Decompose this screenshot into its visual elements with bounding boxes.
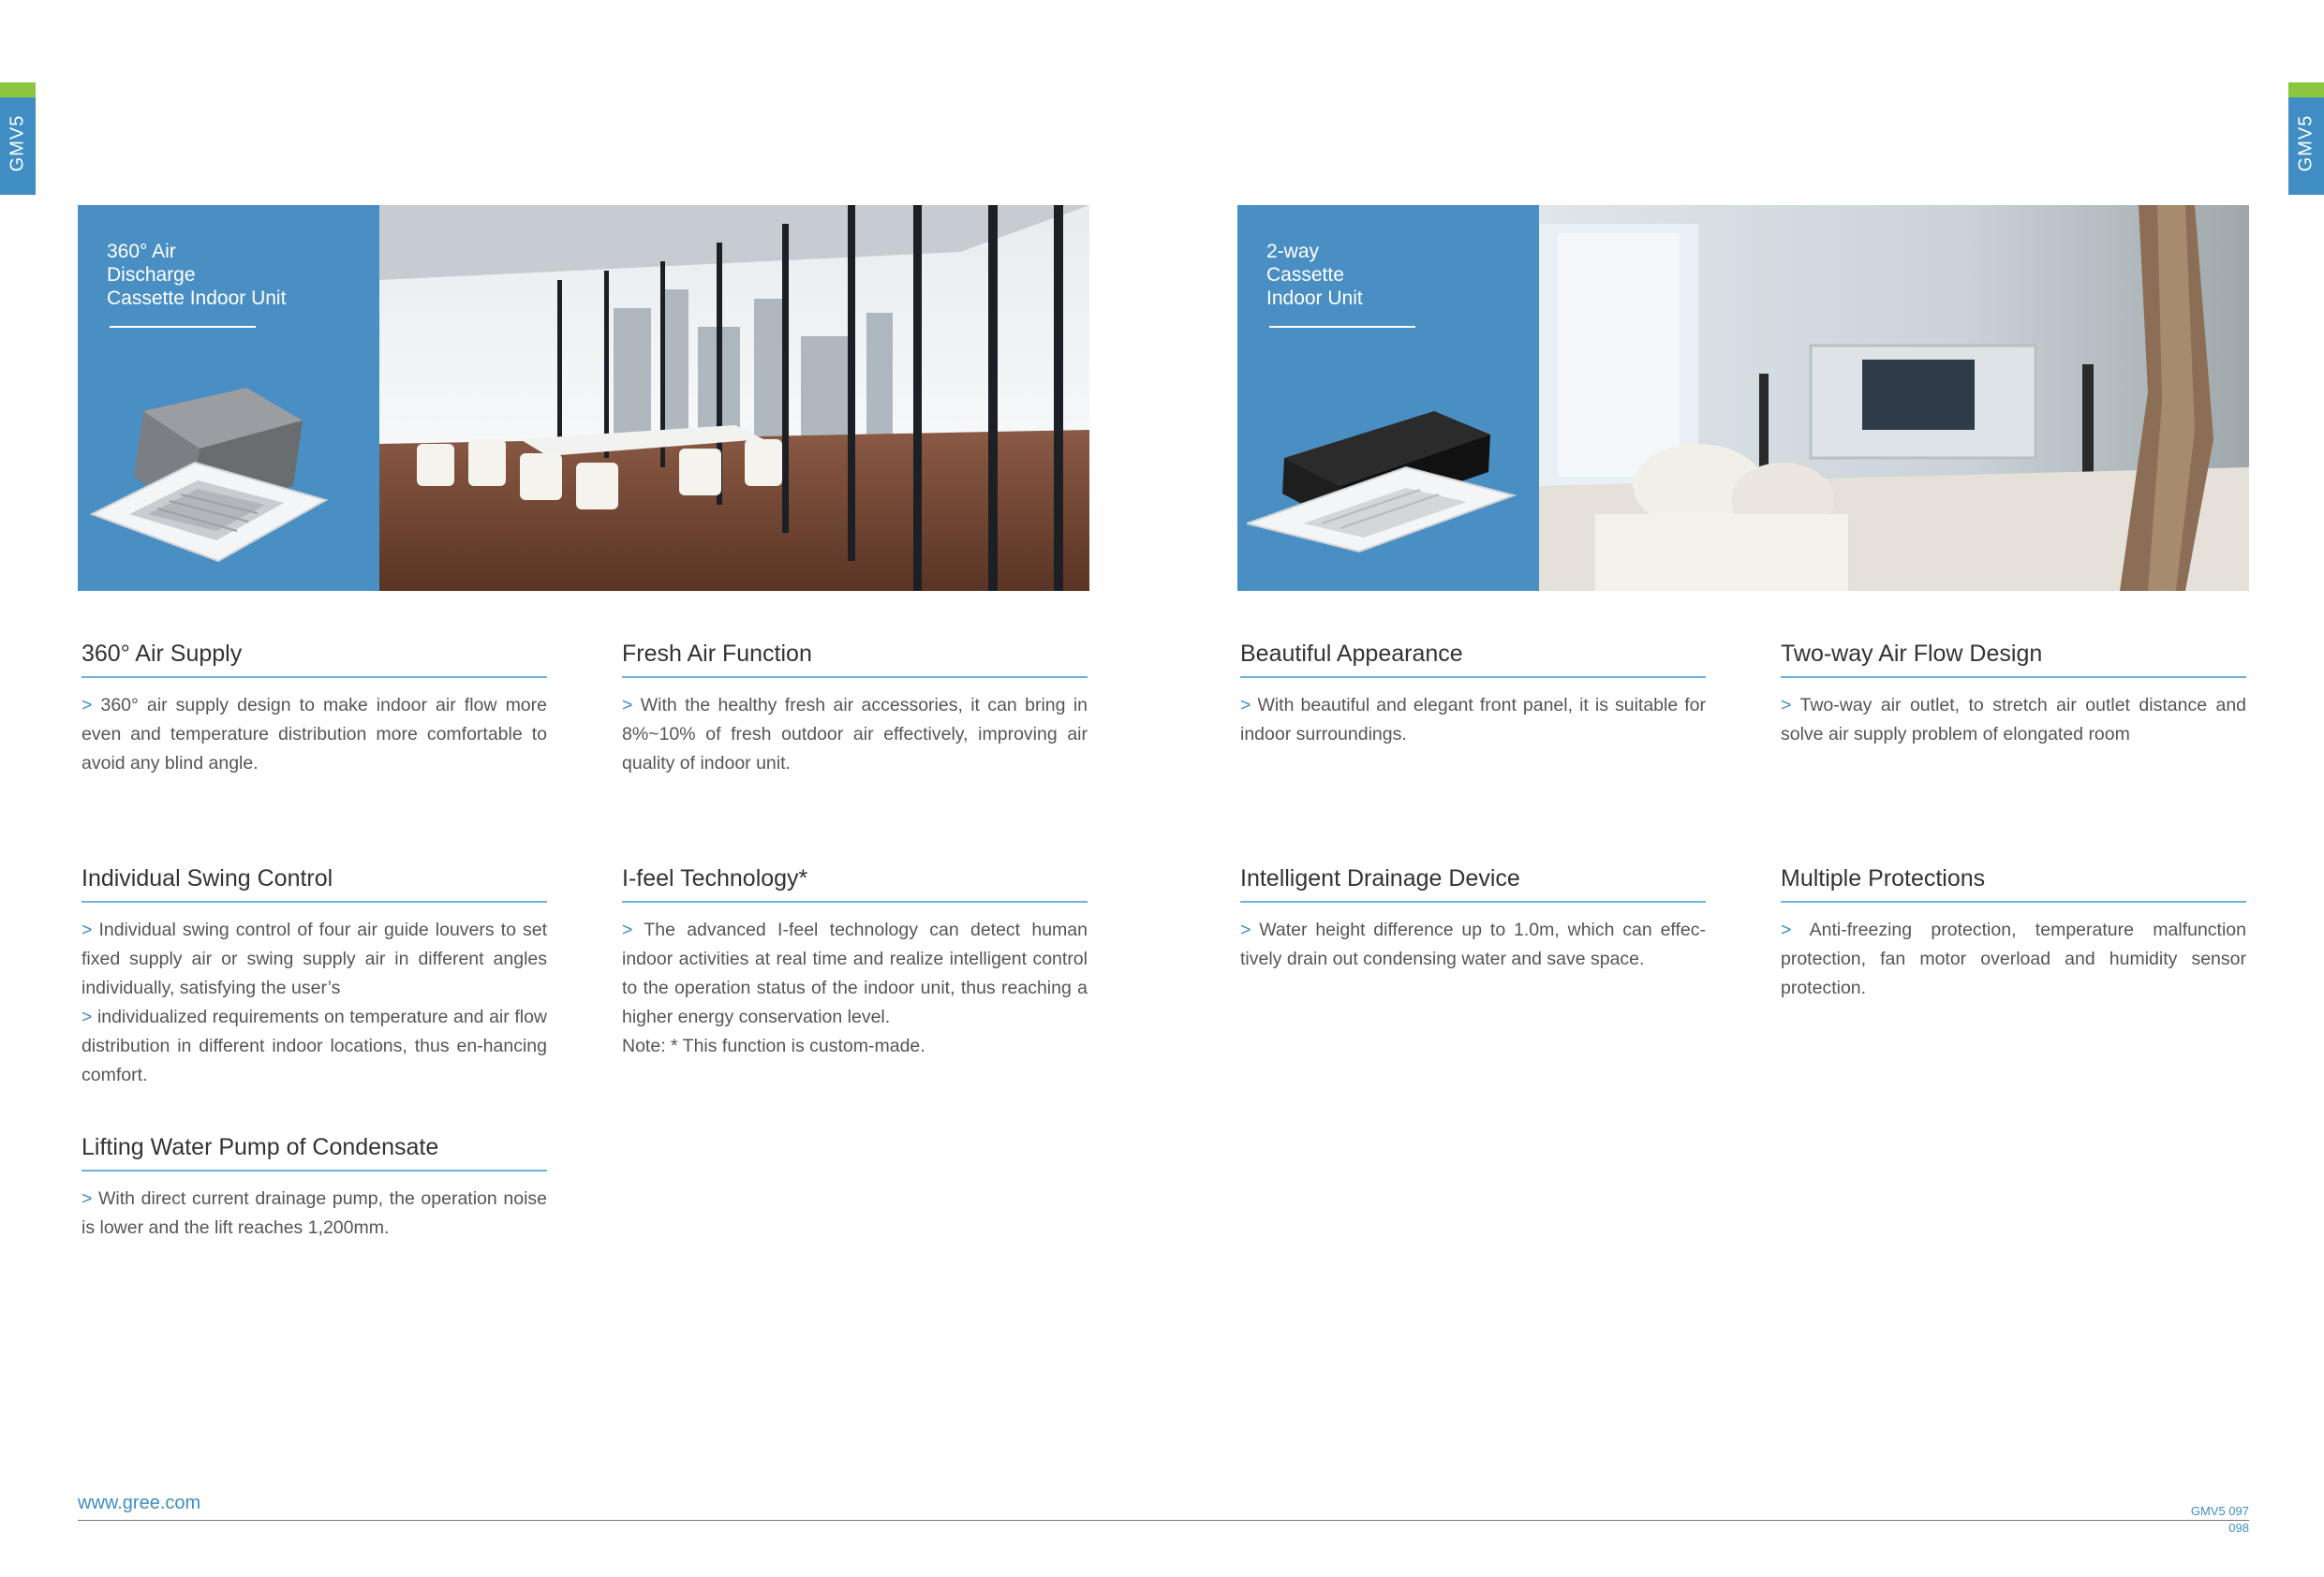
note-text: Note: * This function is custom-made. [622,1036,925,1056]
paragraph-text: Water height difference up to 1.0m, which can effec-tively drain out condensing water and save space. [1240,920,1706,969]
section-beautiful-appearance [1240,640,1706,749]
section-intelligent-drainage-device [1240,864,1706,974]
section-paragraph [81,1185,547,1243]
unit-title: 2-way Cassette Indoor Unit [1266,241,1363,309]
cassette-unit-image [87,383,368,570]
bullet-arrow: > [81,1007,97,1027]
banner-blue-panel [78,205,379,591]
section-body [622,691,1088,778]
paragraph-text: Individual swing control of four air guide louvers to set fixed supply air or swing supply air in different angles individually, satisfying the user’s [81,920,547,998]
bullet-arrow: > [81,920,99,940]
banner-2way-cassette [1237,205,2249,591]
side-tab-right [2288,82,2324,195]
section-title: Individual Swing Control [81,864,547,903]
title-divider [110,326,256,328]
section-360-air-supply [81,640,547,778]
section-two-way-air-flow [1781,640,2246,749]
section-body [1240,916,1706,974]
office-photo [379,205,1089,591]
section-fresh-air-function [622,640,1088,778]
footer-divider [78,1520,2249,1521]
section-lifting-water-pump [81,1133,547,1243]
paragraph-text: With beautiful and elegant front panel, it is suitable for indoor surroundings. [1240,695,1706,744]
bullet-arrow: > [81,1188,99,1209]
side-tab-accent [0,82,36,97]
side-tab-label: GMV5 [2295,114,2317,172]
bullet-arrow: > [1240,920,1260,940]
paragraph-text: Anti-freezing protection, temperature malfunction protection, fan motor overload and humidity sensor protection. [1781,920,2246,998]
section-title: Fresh Air Function [622,640,1088,678]
section-title: Multiple Protections [1781,864,2246,903]
section-title: 360° Air Supply [81,640,547,678]
paragraph-text: The advanced I-feel technology can detect human indoor activities at real time and realize intelligent control to the operation status of the indoor unit, thus reaching a higher energy conservation level. [622,920,1088,1027]
section-paragraph [622,691,1088,778]
section-paragraph [622,916,1088,1032]
section-paragraph [81,1003,547,1090]
bullet-arrow: > [81,695,101,715]
title-divider [1269,326,1415,328]
section-body [81,691,547,778]
side-tab-label: GMV5 [7,114,28,172]
living-room-photo [1539,205,2249,591]
side-tab-accent [2288,82,2324,97]
section-title: Intelligent Drainage Device [1240,864,1706,903]
section-title: Lifting Water Pump of Condensate [81,1133,547,1172]
section-body [81,916,547,1090]
section-title: I-feel Technology* [622,864,1088,903]
section-paragraph [1781,691,2246,749]
side-tab-left [0,82,36,195]
bullet-arrow: > [622,695,641,715]
section-paragraph [1781,916,2246,1003]
section-paragraph [1240,691,1706,749]
bullet-arrow: > [622,920,644,940]
footer-website-link[interactable]: www.gree.com [78,1493,201,1513]
bullet-arrow: > [1781,920,1810,940]
section-title: Two-way Air Flow Design [1781,640,2246,678]
bullet-arrow: > [1781,695,1800,715]
unit-title: 360° Air Discharge Cassette Indoor Unit [107,241,287,309]
page-number-left: GMV5 097 [2190,1504,2249,1518]
section-body [1781,916,2246,1003]
section-paragraph [81,916,547,1003]
section-title: Beautiful Appearance [1240,640,1706,678]
section-body [1781,691,2246,749]
page-number-right: 098 [2228,1521,2249,1535]
section-multiple-protections [1781,864,2246,1003]
bullet-arrow: > [1240,695,1258,715]
section-paragraph [81,691,547,778]
paragraph-text: With the healthy fresh air accessories, it can bring in 8%~10% of fresh outdoor air effectively, improving air quality of indoor unit. [622,695,1088,774]
paragraph-text: individualized requirements on temperature and air flow distribution in different indoor locations, thus en-hancing comfort. [81,1007,547,1085]
banner-360-cassette [78,205,1089,591]
section-body [1240,691,1706,749]
section-i-feel-technology [622,864,1088,1061]
section-paragraph [1240,916,1706,974]
paragraph-text: With direct current drainage pump, the operation noise is lower and the lift reaches 1,200mm. [81,1188,547,1238]
section-note [622,1032,1088,1061]
section-body [81,1185,547,1243]
section-body [622,916,1088,1061]
cassette-unit-image [1247,383,1528,570]
paragraph-text: Two-way air outlet, to stretch air outlet distance and solve air supply problem of elongated room [1781,695,2247,744]
paragraph-text: 360° air supply design to make indoor air flow more even and temperature distribution more comfortable to avoid any blind angle. [81,695,547,774]
banner-blue-panel [1237,205,1539,591]
section-individual-swing-control [81,864,547,1090]
